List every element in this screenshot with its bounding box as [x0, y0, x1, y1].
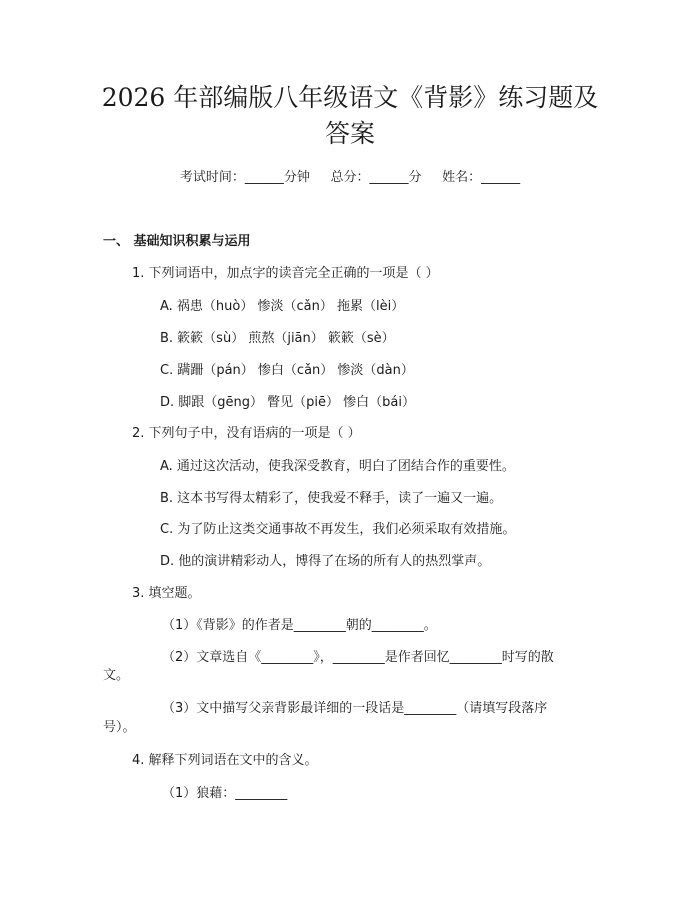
question-2-option-b: B. 这本书写得太精彩了，使我爱不释手，读了一遍又一遍。 [160, 491, 503, 506]
title-line-2: 答案 [324, 119, 375, 148]
question-3-item-2: （2）文章选自《________》，________是作者回忆________时写的散 [162, 650, 554, 665]
question-4-stem: 4. 解释下列词语在文中的含义。 [132, 753, 318, 768]
question-3-item-1: （1）《背影》的作者是________朝的________。 [162, 618, 437, 633]
title-line-1: 2026 年部编版八年级语文《背影》练习题及 [101, 83, 599, 112]
question-2-option-a: A. 通过这次活动，使我深受教育，明白了团结合作的重要性。 [160, 459, 515, 474]
question-1-option-b: B. 簌簌（sù） 煎熬（jiān） 簌簌（sè） [160, 331, 395, 346]
question-2-option-d: D. 他的演讲精彩动人，博得了在场的所有人的热烈掌声。 [160, 554, 491, 569]
document-title [70, 80, 630, 152]
section-heading: 一、 基础知识积累与运用 [103, 234, 251, 249]
question-3-item-3-continued: 号）。 [103, 720, 136, 735]
question-2-option-c: C. 为了防止这类交通事故不再发生，我们必须采取有效措施。 [160, 522, 516, 537]
question-3-stem: 3. 填空题。 [132, 586, 201, 601]
question-1-option-a: A. 祸患（huò） 惨淡（cǎn） 拖累（lèi） [160, 299, 405, 314]
question-1-option-d: D. 脚跟（gēng） 瞥见（piē） 惨白（bái） [160, 395, 415, 410]
question-4-item-1: （1）狼藉：________ [162, 786, 288, 801]
exam-info: 考试时间：______分钟 总分：______分 姓名：______ [179, 170, 521, 185]
question-3-item-3: （3）文中描写父亲背影最详细的一段话是________（请填写段落序 [162, 701, 548, 716]
question-3-item-2-continued: 文。 [103, 668, 130, 683]
question-1-stem: 1. 下列词语中，加点字的读音完全正确的一项是（ ） [132, 266, 439, 281]
question-1-option-c: C. 蹒跚（pán） 惨白（cǎn） 惨淡（dàn） [160, 363, 414, 378]
question-2-stem: 2. 下列句子中，没有语病的一项是（ ） [132, 426, 361, 441]
